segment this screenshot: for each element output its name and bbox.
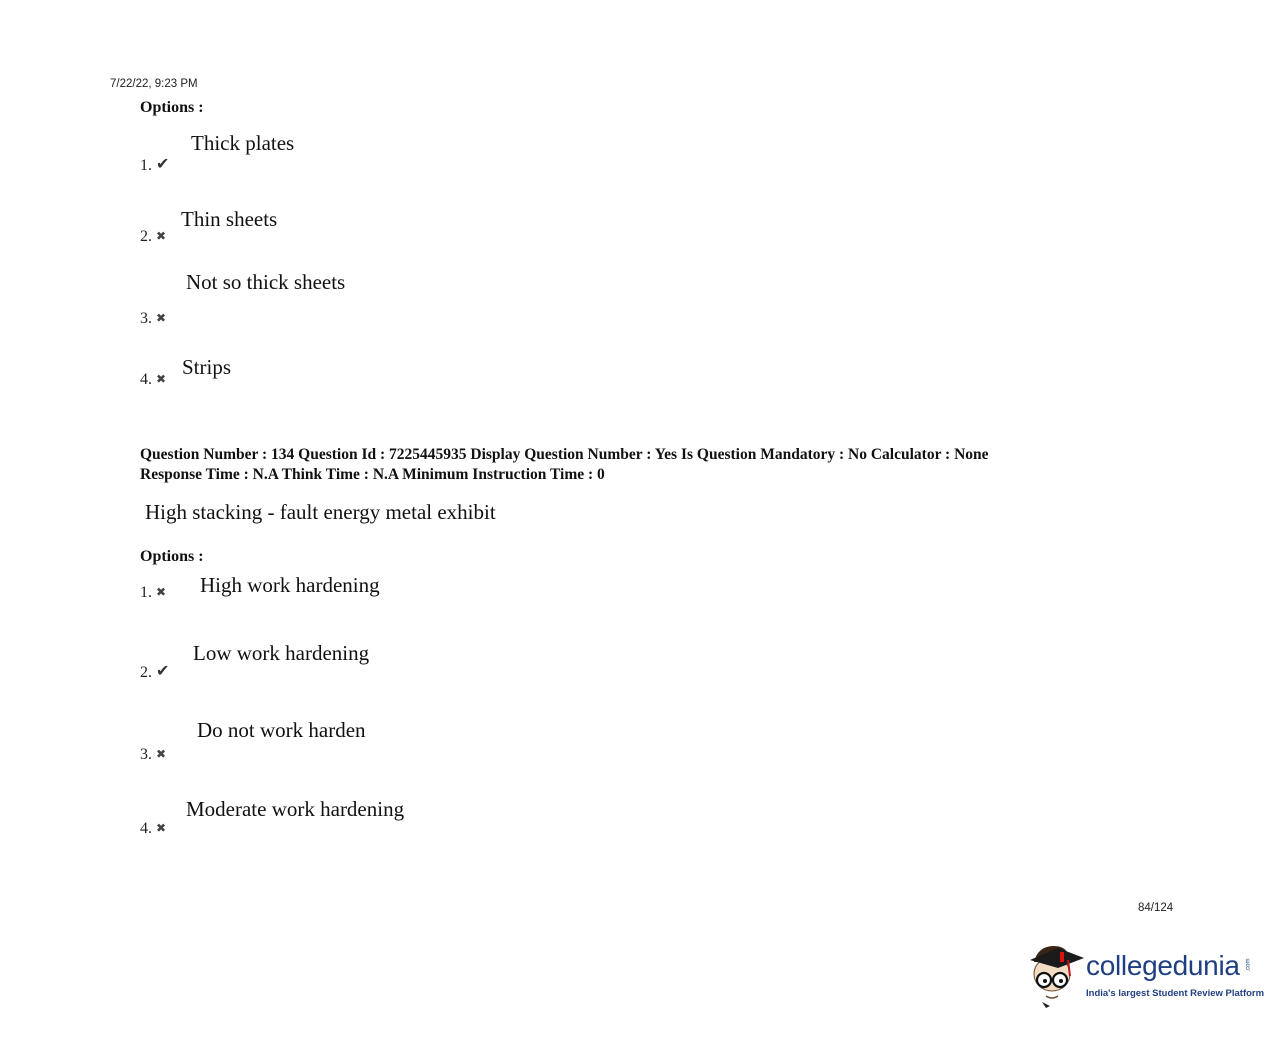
page-number: 84/124: [1138, 902, 1174, 914]
question-meta-line1: Question Number : 134 Question Id : 7225445935 Display Question Number : Yes Is Question Mandatory : No Calculator : None: [140, 446, 989, 463]
option-number: [140, 371, 166, 389]
option-number-label: 3.: [140, 310, 152, 327]
print-timestamp: 7/22/22, 9:23 PM: [110, 78, 198, 90]
option-text: Moderate work hardening: [186, 797, 405, 821]
option-number: [140, 746, 166, 764]
option-text: Do not work harden: [197, 718, 366, 742]
cross-icon: ✖: [156, 311, 167, 325]
option-text: Low work hardening: [193, 641, 370, 665]
check-icon: ✔: [156, 663, 170, 680]
option-text: Strips: [182, 355, 232, 379]
options-label: Options :: [140, 99, 204, 116]
check-icon: ✔: [156, 156, 170, 173]
option-number-label: 1.: [140, 584, 152, 601]
question-text: High stacking - fault energy metal exhibit: [145, 500, 496, 524]
collegedunia-logo: [1024, 940, 1265, 1010]
question-meta: [140, 445, 1120, 484]
option-number: [140, 154, 169, 175]
option-number-label: 4.: [140, 820, 152, 837]
cross-icon: ✖: [156, 229, 167, 243]
option-number-label: 2.: [140, 664, 152, 681]
option-number: [140, 310, 166, 328]
cross-icon: ✖: [156, 585, 167, 599]
cross-icon: ✖: [156, 821, 167, 835]
mascot-icon: [1024, 940, 1086, 1010]
options-label: Options :: [140, 548, 204, 565]
option-number: [140, 661, 169, 682]
option-number-label: 2.: [140, 228, 152, 245]
option-text: Thick plates: [191, 131, 295, 155]
option-text: Thin sheets: [181, 207, 278, 231]
question-meta-line2: Response Time : N.A Think Time : N.A Minimum Instruction Time : 0: [140, 465, 605, 483]
option-number-label: 3.: [140, 746, 152, 763]
option-number: [140, 584, 166, 602]
cross-icon: ✖: [156, 372, 167, 386]
option-number-label: 4.: [140, 371, 152, 388]
option-number-label: 1.: [140, 157, 152, 174]
logo-tagline: India's largest Student Review Platform: [1086, 988, 1265, 999]
option-number: [140, 228, 166, 246]
logo-domain: .com: [1245, 958, 1252, 972]
cross-icon: ✖: [156, 747, 167, 761]
option-text: High work hardening: [200, 573, 380, 597]
option-text: Not so thick sheets: [186, 270, 346, 294]
logo-wordmark: collegedunia: [1086, 950, 1240, 981]
option-number: [140, 820, 166, 838]
